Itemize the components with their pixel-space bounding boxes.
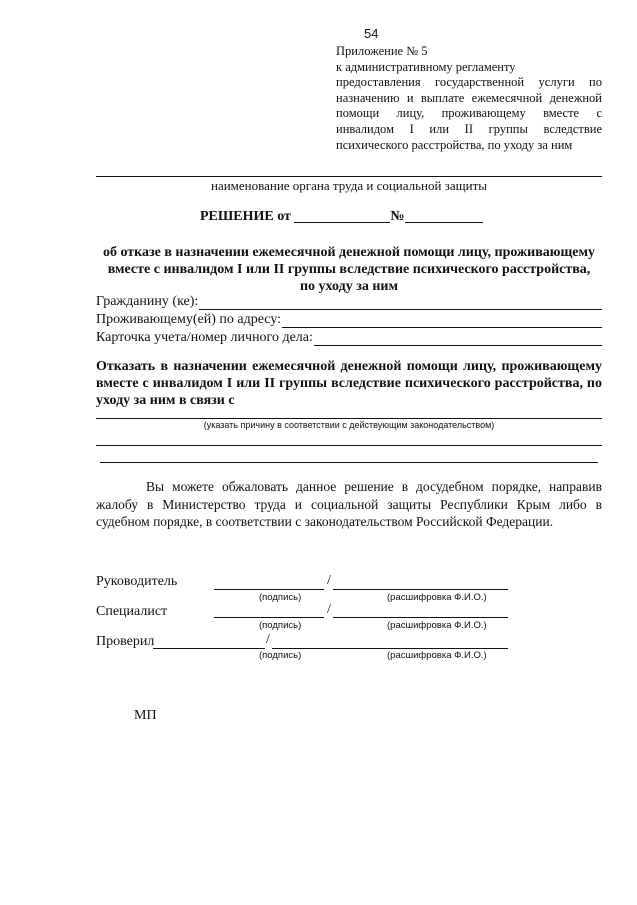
checked-signature-line[interactable] — [153, 648, 265, 649]
refusal-title — [96, 244, 602, 295]
head-signature-hint: (подпись) — [259, 592, 302, 603]
reason-line[interactable] — [96, 418, 602, 419]
refusal-statement-line: уходу за ним в связи с — [96, 393, 235, 408]
head-label: Руководитель — [96, 574, 178, 589]
refusal-statement — [96, 358, 602, 409]
refusal-title-line: по уходу за ним — [299, 279, 398, 294]
specialist-name-hint: (расшифровка Ф.И.О.) — [387, 620, 487, 631]
decision-number-sign: № — [390, 209, 405, 224]
appeal-paragraph — [96, 478, 602, 531]
appendix-line: предоставления государственной услуги по — [336, 75, 602, 90]
citizen-label: Гражданину (ке): — [96, 294, 199, 309]
checked-slash: / — [266, 632, 270, 647]
card-label: Карточка учета/номер личного дела: — [96, 330, 313, 345]
appendix-line: инвалидом I или II группы вследствие — [336, 121, 602, 136]
decision-date-field[interactable] — [294, 208, 390, 223]
address-input-line[interactable] — [282, 314, 602, 328]
refusal-statement-line: вместе с инвалидом I или II группы вследствие психического расстройства, по — [96, 376, 602, 391]
checked-label: Проверил — [96, 634, 155, 649]
head-slash: / — [327, 573, 331, 588]
appendix-line: назначению и выплате ежемесячной денежной — [336, 90, 602, 105]
refusal-statement-line: Отказать в назначении ежемесячной денежной помощи лицу, проживающему — [96, 359, 602, 374]
appendix-note — [336, 44, 602, 153]
stamp-place: МП — [134, 708, 157, 723]
appendix-line: помощи лицу, проживающему вместе с — [336, 106, 602, 121]
specialist-signature-hint: (подпись) — [259, 620, 302, 631]
specialist-name-line[interactable] — [333, 617, 508, 618]
card-input-line[interactable] — [314, 332, 602, 346]
specialist-label: Специалист — [96, 604, 168, 619]
appendix-line: к административному регламенту — [336, 59, 516, 74]
refusal-title-line: вместе с инвалидом I или II группы вследствие психического расстройства, — [107, 262, 591, 277]
refusal-title-line: об отказе в назначении ежемесячной денежной помощи лицу, проживающему — [102, 245, 596, 260]
appeal-line: Вы можете обжаловать данное решение в досудебном порядке, направив — [146, 479, 602, 494]
head-name-line[interactable] — [333, 589, 508, 590]
address-field-row — [96, 312, 602, 328]
citizen-field-row — [96, 294, 602, 310]
decision-word: РЕШЕНИЕ — [200, 209, 274, 224]
specialist-signature-line[interactable] — [214, 617, 324, 618]
decision-number-field[interactable] — [405, 208, 483, 223]
reason-line[interactable] — [96, 445, 602, 446]
checked-name-line[interactable] — [272, 648, 508, 649]
checked-name-hint: (расшифровка Ф.И.О.) — [387, 650, 487, 661]
reason-line[interactable] — [100, 462, 598, 463]
decision-from: от — [277, 209, 291, 224]
checked-signature-hint: (подпись) — [259, 650, 302, 661]
org-name-label: наименование органа труда и социальной защиты — [210, 178, 487, 193]
decision-title — [200, 208, 483, 225]
org-name-line[interactable] — [96, 176, 602, 177]
card-field-row — [96, 330, 602, 346]
page-number: 54 — [364, 26, 379, 41]
appeal-line: жалобу в Министерство труда и социальной защиты Республики Крым либо в — [96, 496, 602, 512]
address-label: Проживающему(ей) по адресу: — [96, 312, 282, 327]
appendix-line: Приложение № 5 — [336, 44, 428, 58]
appendix-line: психического расстройства, по уходу за ним — [336, 137, 573, 152]
citizen-input-line[interactable] — [199, 296, 602, 310]
appeal-line: судебном порядке, в соответствии с законодательством Российской Федерации. — [96, 514, 554, 529]
reason-hint: (указать причину в соответствии с действующим законодательством) — [203, 420, 495, 430]
head-signature-line[interactable] — [214, 589, 324, 590]
specialist-slash: / — [327, 602, 331, 617]
head-name-hint: (расшифровка Ф.И.О.) — [387, 592, 487, 603]
